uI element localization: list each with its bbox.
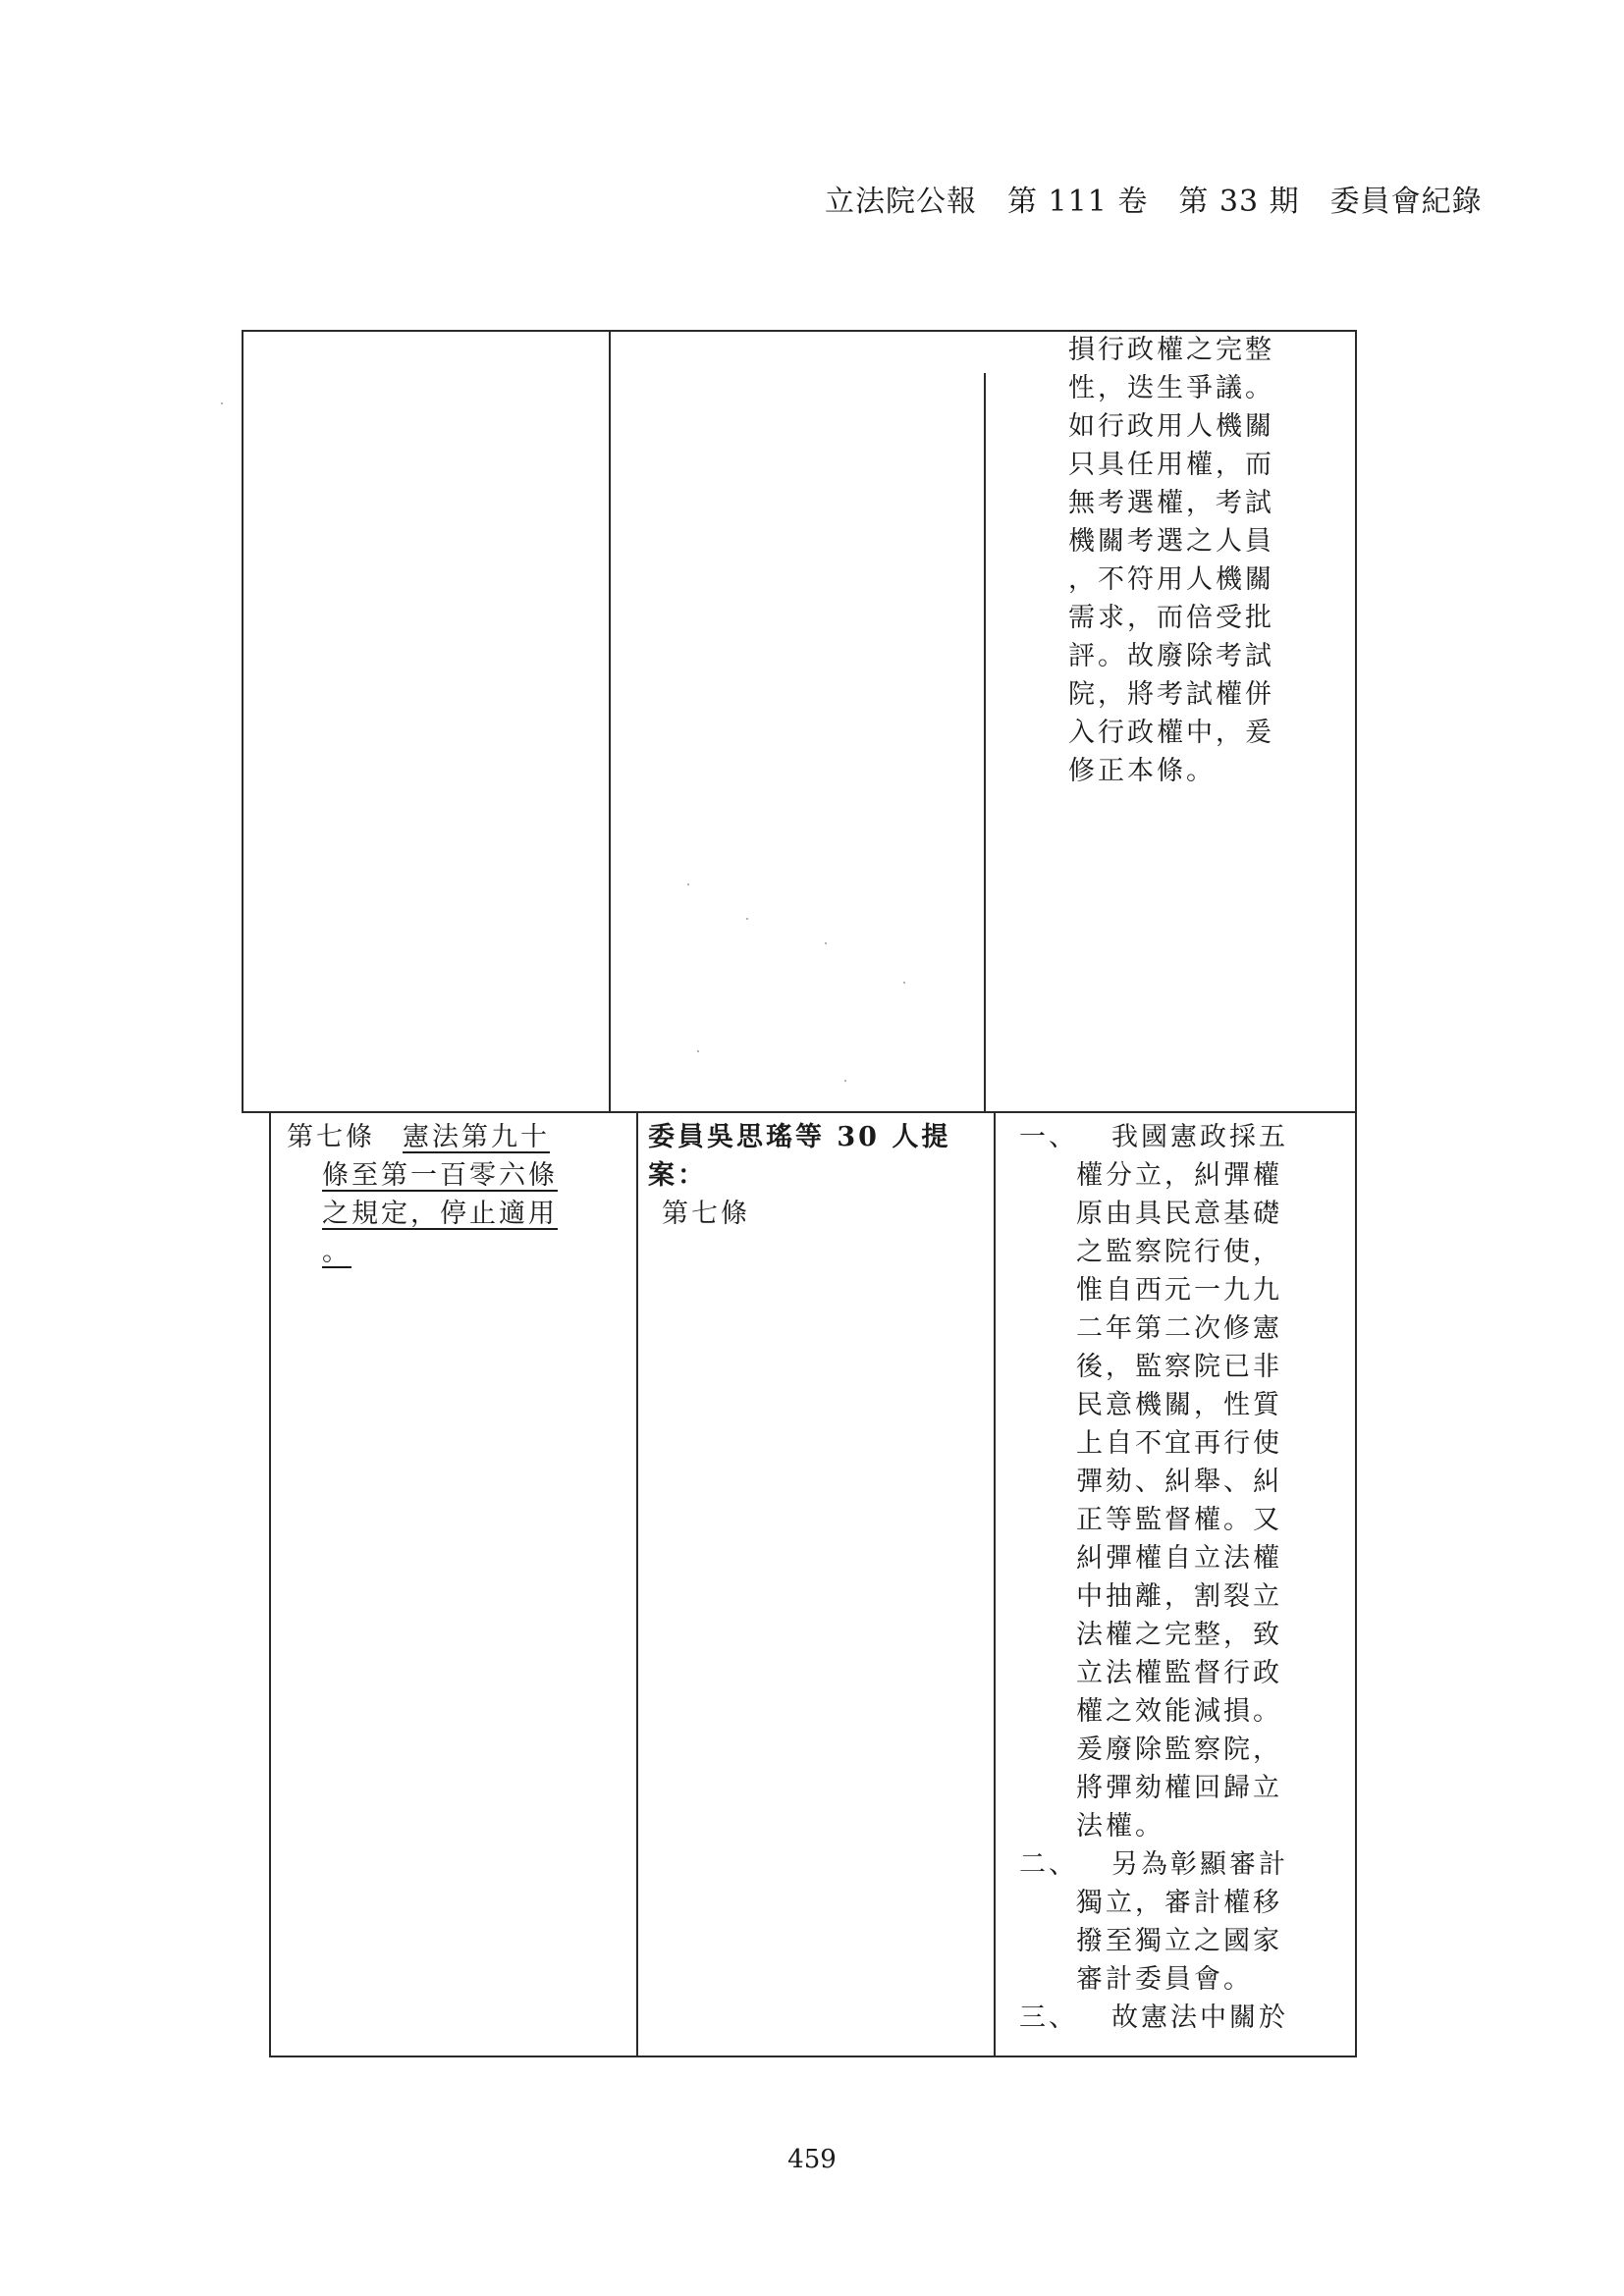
scan-speck [903,982,905,984]
explanation-line: 機關考選之人員 [1068,526,1274,557]
proposal-title-line: 委員吳思瑤等 30 人提 [648,1122,951,1152]
explanation-line: 院，將考試權併 [1068,679,1274,710]
explanation-item-1 [1019,1118,1288,1156]
explanation-line: 無考選權，考試 [1068,488,1274,518]
article-text-line: 憲法第九十 [403,1122,550,1152]
scan-speck [844,1080,846,1082]
explanation-line: 需求，而倍受批 [1068,603,1274,633]
explanation-line: 上自不宜再行使 [1076,1428,1282,1459]
page-number: 459 [787,2145,837,2174]
explanation-line: 我國憲政採五 [1111,1122,1288,1152]
explanation-line: 故憲法中關於 [1111,2002,1288,2033]
table-bottom-border [269,2056,1357,2057]
explanation-line: 獨立，審計權移 [1076,1888,1282,1918]
explanation-line: 性，迭生爭議。 [1068,373,1274,403]
item-number: 三、 [1019,2002,1078,2033]
explanation-line: 中抽離，割裂立 [1076,1581,1282,1612]
explanation-line: 入行政權中，爰 [1068,718,1274,748]
scan-speck [825,942,827,944]
article-text-line: 。 [322,1237,352,1267]
explanation-line: 只具任用權，而 [1068,450,1274,480]
article-first-line [287,1118,558,1156]
table-col-divider-1-top [609,330,611,1111]
explanation-line: 後，監察院已非 [1076,1352,1282,1382]
scan-speck [221,402,223,404]
explanation-line: 如行政用人機關 [1068,411,1274,442]
item-number: 一、 [1019,1122,1078,1152]
proposal-cell [648,1118,950,1233]
explanation-line: 權之效能減損。 [1076,1696,1282,1727]
top-right-explanation [1068,331,1274,790]
explanation-line: 損行政權之完整 [1068,335,1274,365]
table-col-divider-2-top [984,373,986,1111]
revised-article-cell [287,1118,558,1271]
explanation-line: 之監察院行使， [1076,1237,1282,1267]
explanation-item-2 [1019,1845,1288,1884]
gazette-header: 立法院公報 第 111 卷 第 33 期 委員會紀錄 [825,185,1483,219]
proposal-article: 第七條 [662,1199,750,1229]
explanation-line: 立法權監督行政 [1076,1658,1282,1688]
explanation-line: 另為彰顯審計 [1111,1849,1288,1880]
explanation-line: 原由具民意基礎 [1076,1199,1282,1229]
explanation-line: 撥至獨立之國家 [1076,1926,1282,1956]
scan-speck [687,883,689,885]
scan-speck [697,1050,699,1052]
explanation-line: 惟自西元一九九 [1076,1275,1282,1306]
explanation-line: 正等監督權。又 [1076,1505,1282,1535]
article-text-line: 之規定，停止適用 [322,1199,558,1229]
explanation-line: ，不符用人機關 [1068,564,1274,595]
table-row-divider [242,1111,1357,1113]
explanation-line: 評。故廢除考試 [1068,641,1274,671]
explanation-line: 彈劾、糾舉、糾 [1076,1467,1282,1497]
bottom-right-explanation [1019,1118,1288,2037]
explanation-line: 法權。 [1076,1811,1164,1842]
article-text-line: 條至第一百零六條 [322,1160,558,1191]
table-right-border [1355,330,1357,2056]
explanation-line: 民意機關，性質 [1076,1390,1282,1420]
explanation-line: 爰廢除監察院， [1076,1735,1282,1765]
article-label: 第七條 [287,1122,375,1152]
explanation-line: 將彈劾權回歸立 [1076,1773,1282,1803]
explanation-line: 修正本條。 [1068,756,1216,786]
table-left-border-bottom [269,1111,271,2056]
scan-speck [746,918,748,920]
explanation-line: 審計委員會。 [1076,1964,1253,1995]
table-col-divider-2-bottom [994,1111,996,2056]
proposal-title-line: 案： [648,1160,707,1191]
table-left-border-top [242,330,244,1111]
explanation-line: 糾彈權自立法權 [1076,1543,1282,1574]
explanation-line: 權分立，糾彈權 [1076,1160,1282,1191]
explanation-line: 法權之完整，致 [1076,1620,1282,1650]
table-col-divider-1-bottom [636,1111,638,2056]
item-number: 二、 [1019,1849,1078,1880]
explanation-item-3 [1019,1999,1288,2037]
explanation-line: 二年第二次修憲 [1076,1313,1282,1344]
